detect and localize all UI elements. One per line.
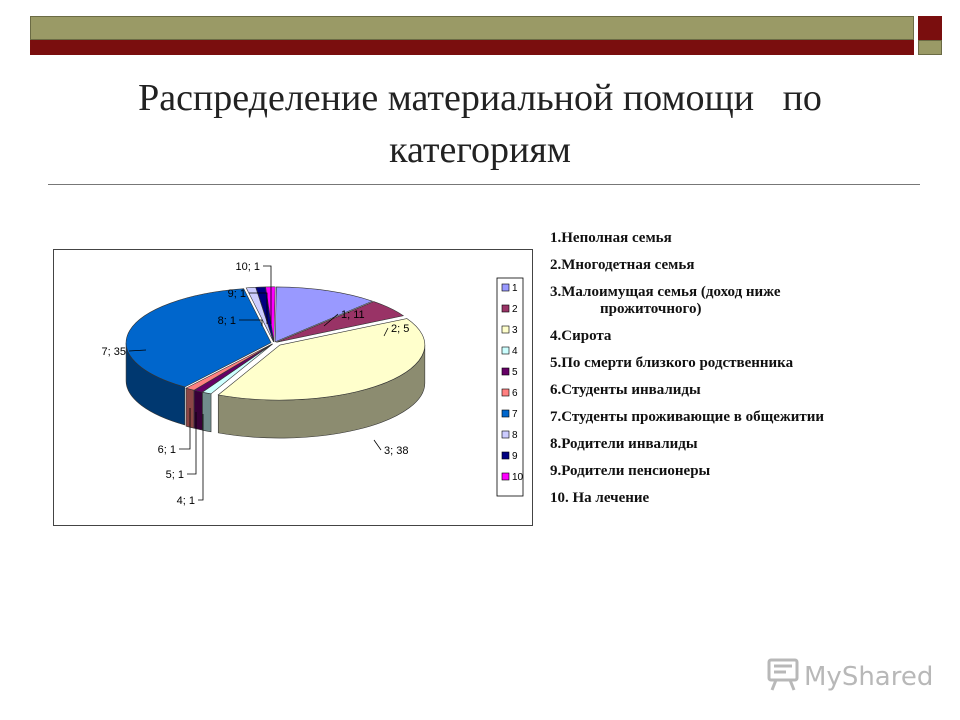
legend-box	[497, 278, 523, 496]
legend-label-1: 1	[512, 283, 518, 294]
data-label-1: 1; 11	[341, 309, 365, 321]
header-bar-red	[30, 40, 914, 55]
legend-swatch-2	[502, 305, 509, 312]
data-label-5: 5; 1	[165, 469, 184, 481]
legend-label-3: 3	[512, 325, 518, 336]
leader-line-3	[374, 440, 381, 450]
watermark	[766, 656, 936, 696]
data-label-9: 9; 1	[227, 288, 246, 300]
watermark-text: MyShared	[804, 662, 934, 692]
legend-label-5: 5	[512, 367, 518, 378]
description-item: 7.Студенты проживающие в общежитии	[550, 409, 825, 425]
header-bar-olive	[30, 16, 914, 40]
legend-swatch-10	[502, 473, 509, 480]
legend-swatch-3	[502, 326, 509, 333]
data-label-4: 4; 1	[176, 495, 195, 507]
description-item: 6.Студенты инвалиды	[550, 382, 701, 398]
description-item: 9.Родители пенсионеры	[550, 463, 711, 479]
legend-swatch-4	[502, 347, 509, 354]
legend-label-8: 8	[512, 430, 518, 441]
data-label-6: 6; 1	[157, 444, 176, 456]
presentation-board-icon	[769, 660, 797, 690]
legend-label-4: 4	[512, 346, 518, 357]
description-item: 10. На лечение	[550, 490, 650, 506]
data-label-7: 7; 35	[101, 346, 126, 358]
pie-slice-side-4	[203, 392, 212, 432]
legend-label-10: 10	[512, 472, 524, 483]
chart-frame	[53, 249, 533, 526]
slide-title	[60, 72, 900, 176]
pie-chart	[54, 250, 532, 525]
header-corner-olive	[918, 40, 942, 55]
legend-swatch-6	[502, 389, 509, 396]
data-label-2: 2; 5	[391, 323, 410, 335]
title-divider	[48, 184, 920, 185]
legend-label-9: 9	[512, 451, 518, 462]
description-item: 1.Неполная семья	[550, 230, 672, 246]
legend-swatch-5	[502, 368, 509, 375]
description-item: 5.По смерти близкого родственника	[550, 355, 794, 371]
description-item: 3.Малоимущая семья (доход ниже прожиточного)	[550, 284, 781, 317]
slide-title-line1: Распределение материальной помощи по	[138, 77, 822, 119]
slide-title-line2: категориям	[389, 129, 571, 171]
description-item: 4.Сирота	[550, 328, 612, 344]
data-label-8: 8; 1	[217, 315, 236, 327]
data-label-3: 3; 38	[384, 445, 409, 457]
header-corner-red	[918, 16, 942, 40]
description-item: 8.Родители инвалиды	[550, 436, 698, 452]
data-label-10: 10; 1	[235, 261, 260, 273]
pie-slice-side-5	[194, 390, 202, 430]
legend-swatch-7	[502, 410, 509, 417]
legend-label-2: 2	[512, 304, 518, 315]
legend-label-6: 6	[512, 388, 518, 399]
legend-swatch-1	[502, 284, 509, 291]
legend-swatch-8	[502, 431, 509, 438]
legend-label-7: 7	[512, 409, 518, 420]
category-descriptions	[550, 230, 950, 517]
description-item: 2.Многодетная семья	[550, 257, 695, 273]
legend-swatch-9	[502, 452, 509, 459]
